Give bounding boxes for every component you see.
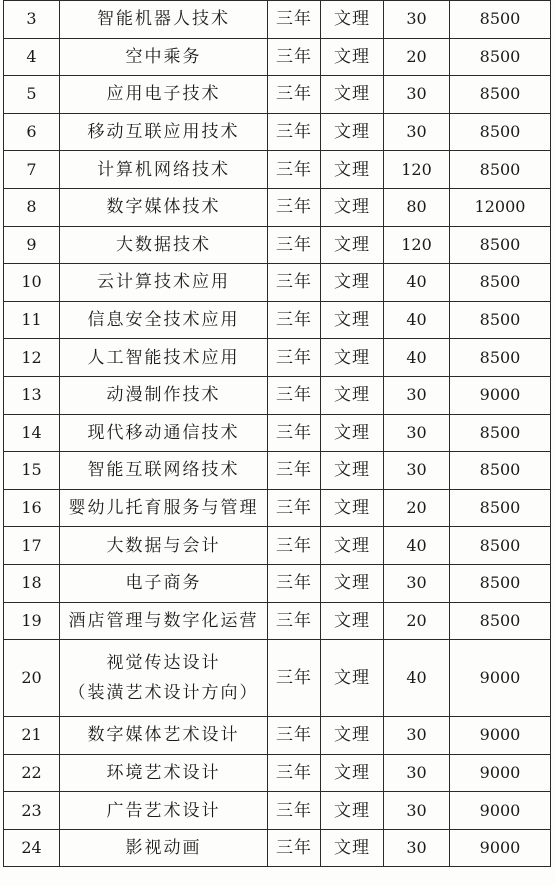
major-name-cell [60,376,268,414]
major-name-line: 电子商务 [125,573,202,594]
table-row [4,76,551,114]
plan-count-cell: 20 [384,38,450,76]
table-row [4,376,551,414]
subject-category-cell: 文理 [321,113,384,151]
table-row [4,339,551,377]
duration-cell: 三年 [268,226,321,264]
subject-category-cell: 文理 [321,151,384,189]
plan-count-cell: 30 [384,414,450,452]
row-number-cell: 8 [4,188,60,226]
subject-category-cell: 文理 [321,38,384,76]
plan-count-cell: 30 [384,452,450,490]
subject-category-cell: 文理 [321,226,384,264]
subject-category-cell: 文理 [321,452,384,490]
major-name-line: 智能互联网络技术 [87,460,240,481]
plan-count-cell: 30 [384,829,450,867]
table-row [4,452,551,490]
major-name-line: 婴幼儿托育服务与管理 [68,498,259,519]
tuition-fee-cell: 8500 [450,414,551,452]
major-name-cell [60,717,268,755]
plan-count-cell: 80 [384,188,450,226]
table-row [4,264,551,302]
duration-cell: 三年 [268,1,321,39]
tuition-fee-cell: 8500 [450,38,551,76]
subject-category-cell: 文理 [321,376,384,414]
tuition-fee-cell: 8500 [450,602,551,640]
table-row [4,564,551,602]
row-number-cell: 7 [4,151,60,189]
major-name-cell [60,452,268,490]
table-row [4,38,551,76]
duration-cell: 三年 [268,754,321,792]
row-number-cell: 20 [4,640,60,717]
subject-category-cell: 文理 [321,792,384,830]
subject-category-cell: 文理 [321,489,384,527]
major-name-line: 影视动画 [125,838,202,859]
row-number-cell: 4 [4,38,60,76]
duration-cell: 三年 [268,339,321,377]
tuition-fee-cell: 8500 [450,76,551,114]
duration-cell: 三年 [268,717,321,755]
major-name-cell [60,113,268,151]
duration-cell: 三年 [268,188,321,226]
major-name-line: 空中乘务 [125,46,202,67]
tuition-fee-cell: 8500 [450,527,551,565]
duration-cell: 三年 [268,792,321,830]
subject-category-cell: 文理 [321,527,384,565]
subject-category-cell: 文理 [321,339,384,377]
enrollment-plan-table [3,0,551,867]
tuition-fee-cell: 8500 [450,151,551,189]
tuition-fee-cell: 9000 [450,754,551,792]
table-row [4,717,551,755]
duration-cell: 三年 [268,602,321,640]
tuition-fee-cell: 8500 [450,301,551,339]
plan-count-cell: 30 [384,76,450,114]
subject-category-cell: 文理 [321,301,384,339]
tuition-fee-cell: 9000 [450,640,551,717]
subject-category-cell: 文理 [321,264,384,302]
duration-cell: 三年 [268,527,321,565]
tuition-fee-cell: 8500 [450,1,551,39]
plan-count-cell: 40 [384,264,450,302]
major-name-line: 智能机器人技术 [97,9,230,30]
major-name-cell [60,489,268,527]
plan-count-cell: 20 [384,489,450,527]
plan-count-cell: 30 [384,113,450,151]
major-name-cell [60,188,268,226]
major-name-line: 应用电子技术 [106,84,221,105]
subject-category-cell: 文理 [321,717,384,755]
major-name-cell [60,151,268,189]
major-name-cell [60,602,268,640]
duration-cell: 三年 [268,489,321,527]
table-row [4,226,551,264]
row-number-cell: 14 [4,414,60,452]
row-number-cell: 9 [4,226,60,264]
major-name-line: 酒店管理与数字化运营 [68,610,259,631]
row-number-cell: 19 [4,602,60,640]
major-name-cell [60,754,268,792]
tuition-fee-cell: 9000 [450,376,551,414]
table-row [4,1,551,39]
row-number-cell: 21 [4,717,60,755]
tuition-fee-cell: 9000 [450,829,551,867]
tuition-fee-cell: 8500 [450,339,551,377]
row-number-cell: 23 [4,792,60,830]
duration-cell: 三年 [268,564,321,602]
plan-count-cell: 30 [384,376,450,414]
subject-category-cell: 文理 [321,564,384,602]
plan-count-cell: 40 [384,527,450,565]
plan-count-cell: 20 [384,602,450,640]
major-name-cell [60,414,268,452]
major-name-cell [60,1,268,39]
tuition-fee-cell: 8500 [450,226,551,264]
table-row [4,527,551,565]
subject-category-cell: 文理 [321,414,384,452]
major-name-line: （装潢艺术设计方向） [68,683,259,704]
major-name-line: 计算机网络技术 [97,159,230,180]
duration-cell: 三年 [268,113,321,151]
subject-category-cell: 文理 [321,602,384,640]
major-name-line: 数字媒体技术 [106,197,221,218]
row-number-cell: 22 [4,754,60,792]
major-name-line: 现代移动通信技术 [87,422,240,443]
row-number-cell: 6 [4,113,60,151]
row-number-cell: 17 [4,527,60,565]
tuition-fee-cell: 8500 [450,452,551,490]
subject-category-cell: 文理 [321,188,384,226]
row-number-cell: 24 [4,829,60,867]
row-number-cell: 5 [4,76,60,114]
major-name-line: 环境艺术设计 [106,762,221,783]
subject-category-cell: 文理 [321,754,384,792]
table-body [4,1,551,867]
plan-count-cell: 30 [384,564,450,602]
major-name-line: 大数据与会计 [106,535,221,556]
duration-cell: 三年 [268,38,321,76]
plan-count-cell: 40 [384,640,450,717]
plan-count-cell: 30 [384,754,450,792]
plan-count-cell: 120 [384,226,450,264]
row-number-cell: 11 [4,301,60,339]
major-name-cell [60,640,268,717]
major-name-line: 数字媒体艺术设计 [87,725,240,746]
major-name-cell [60,527,268,565]
table-row [4,489,551,527]
row-number-cell: 13 [4,376,60,414]
subject-category-cell: 文理 [321,1,384,39]
tuition-fee-cell: 8500 [450,113,551,151]
table-row [4,640,551,717]
row-number-cell: 3 [4,1,60,39]
tuition-fee-cell: 8500 [450,264,551,302]
major-name-line: 广告艺术设计 [106,800,221,821]
duration-cell: 三年 [268,452,321,490]
major-name-line: 移动互联应用技术 [87,122,240,143]
duration-cell: 三年 [268,829,321,867]
table-row [4,151,551,189]
duration-cell: 三年 [268,414,321,452]
major-name-cell [60,829,268,867]
plan-count-cell: 40 [384,339,450,377]
table-row [4,414,551,452]
tuition-fee-cell: 9000 [450,792,551,830]
major-name-cell [60,264,268,302]
duration-cell: 三年 [268,301,321,339]
major-name-cell [60,792,268,830]
row-number-cell: 18 [4,564,60,602]
table-row [4,754,551,792]
major-name-line: 视觉传达设计 [106,653,221,674]
major-name-cell [60,76,268,114]
table-row [4,829,551,867]
duration-cell: 三年 [268,151,321,189]
row-number-cell: 16 [4,489,60,527]
major-name-line: 大数据技术 [116,234,211,255]
table-row [4,188,551,226]
major-name-cell [60,339,268,377]
duration-cell: 三年 [268,264,321,302]
plan-count-cell: 30 [384,792,450,830]
major-name-line: 信息安全技术应用 [87,310,240,331]
table-row [4,792,551,830]
plan-count-cell: 30 [384,1,450,39]
plan-count-cell: 120 [384,151,450,189]
major-name-line: 云计算技术应用 [97,272,230,293]
table-row [4,602,551,640]
duration-cell: 三年 [268,376,321,414]
row-number-cell: 12 [4,339,60,377]
duration-cell: 三年 [268,640,321,717]
duration-cell: 三年 [268,76,321,114]
subject-category-cell: 文理 [321,640,384,717]
table-row [4,113,551,151]
major-name-line: 人工智能技术应用 [87,347,240,368]
subject-category-cell: 文理 [321,76,384,114]
tuition-fee-cell: 12000 [450,188,551,226]
plan-count-cell: 40 [384,301,450,339]
tuition-fee-cell: 9000 [450,717,551,755]
subject-category-cell: 文理 [321,829,384,867]
major-name-cell [60,38,268,76]
row-number-cell: 10 [4,264,60,302]
tuition-fee-cell: 8500 [450,564,551,602]
major-name-cell [60,226,268,264]
row-number-cell: 15 [4,452,60,490]
table-row [4,301,551,339]
plan-count-cell: 30 [384,717,450,755]
major-name-cell [60,564,268,602]
major-name-line: 动漫制作技术 [106,385,221,406]
tuition-fee-cell: 8500 [450,489,551,527]
major-name-cell [60,301,268,339]
